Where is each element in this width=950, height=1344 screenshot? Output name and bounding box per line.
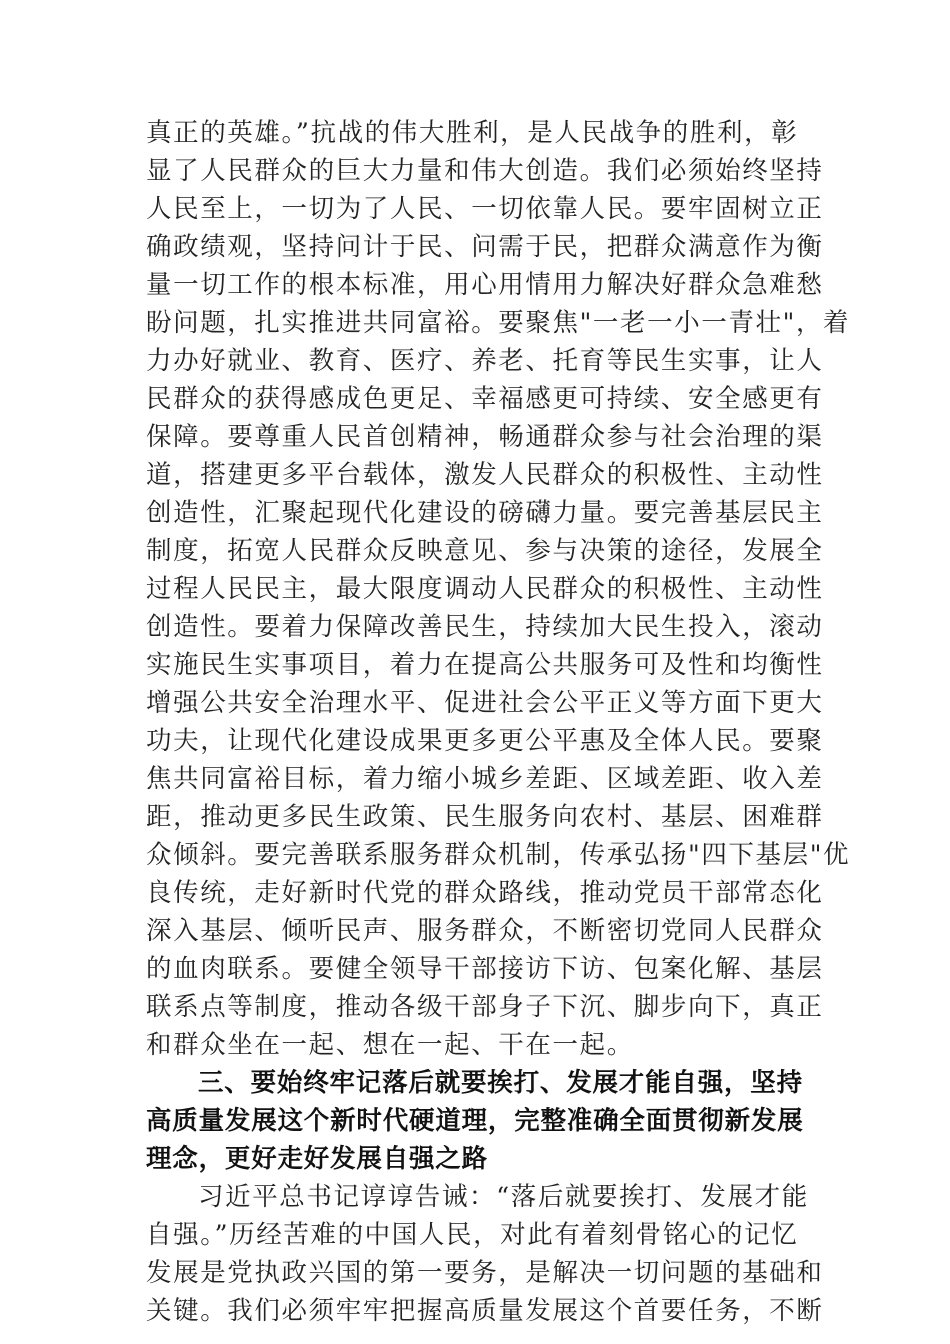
heading-line: 理念，更好走好发展自强之路 (146, 1144, 488, 1174)
text-line: 盼问题，扎实推进共同富裕。要聚焦"一老一小一青壮"，着 (146, 308, 851, 338)
text-line: 显了人民群众的巨大力量和伟大创造。我们必须始终坚持 (146, 156, 824, 186)
text-line: 焦共同富裕目标，着力缩小城乡差距、区域差距、收入差 (146, 764, 824, 794)
heading-line: 高质量发展这个新时代硬道理，完整准确全面贯彻新发展 (146, 1106, 804, 1136)
text-line: 良传统，走好新时代党的群众路线，推动党员干部常态化 (146, 878, 824, 908)
text-line: 的血肉联系。要健全领导干部接访下访、包案化解、基层 (146, 954, 824, 984)
text-line: 增强公共安全治理水平、促进社会公平正义等方面下更大 (146, 688, 824, 718)
text-line: 道，搭建更多平台载体，激发人民群众的积极性、主动性 (146, 460, 824, 490)
text-line: 民群众的获得感成色更足、幸福感更可持续、安全感更有 (146, 384, 824, 414)
text-line: 深入基层、倾听民声、服务群众，不断密切党同人民群众 (146, 916, 824, 946)
text-line: 习近平总书记谆谆告诫：“落后就要挨打、发展才能 (198, 1182, 809, 1212)
text-line: 功夫，让现代化建设成果更多更公平惠及全体人民。要聚 (146, 726, 824, 756)
text-line: 创造性。要着力保障改善民生，持续加大民生投入，滚动 (146, 612, 824, 642)
text-line: 实施民生实事项目，着力在提高公共服务可及性和均衡性 (146, 650, 824, 680)
text-line: 人民至上，一切为了人民、一切依靠人民。要牢固树立正 (146, 194, 824, 224)
text-line: 众倾斜。要完善联系服务群众机制，传承弘扬"四下基层"优 (146, 840, 851, 870)
text-line: 真正的英雄。”抗战的伟大胜利，是人民战争的胜利，彰 (146, 118, 799, 148)
text-line: 关键。我们必须牢牢把握高质量发展这个首要任务，不断 (146, 1296, 824, 1326)
heading-line: 三、要始终牢记落后就要挨打、发展才能自强，坚持 (198, 1068, 803, 1098)
text-line: 和群众坐在一起、想在一起、干在一起。 (146, 1030, 634, 1060)
text-line: 创造性，汇聚起现代化建设的磅礴力量。要完善基层民主 (146, 498, 824, 528)
text-line: 过程人民民主，最大限度调动人民群众的积极性、主动性 (146, 574, 824, 604)
text-line: 制度，拓宽人民群众反映意见、参与决策的途径，发展全 (146, 536, 824, 566)
text-line: 确政绩观，坚持问计于民、问需于民，把群众满意作为衡 (146, 232, 824, 262)
text-line: 力办好就业、教育、医疗、养老、托育等民生实事，让人 (146, 346, 824, 376)
text-line: 联系点等制度，推动各级干部身子下沉、脚步向下，真正 (146, 992, 824, 1022)
text-line: 距，推动更多民生政策、民生服务向农村、基层、困难群 (146, 802, 824, 832)
text-line: 量一切工作的根本标准，用心用情用力解决好群众急难愁 (146, 270, 824, 300)
text-line: 发展是党执政兴国的第一要务，是解决一切问题的基础和 (146, 1258, 824, 1288)
text-line: 自强。”历经苦难的中国人民，对此有着刻骨铭心的记忆 (146, 1220, 799, 1250)
text-line: 保障。要尊重人民首创精神，畅通群众参与社会治理的渠 (146, 422, 824, 452)
